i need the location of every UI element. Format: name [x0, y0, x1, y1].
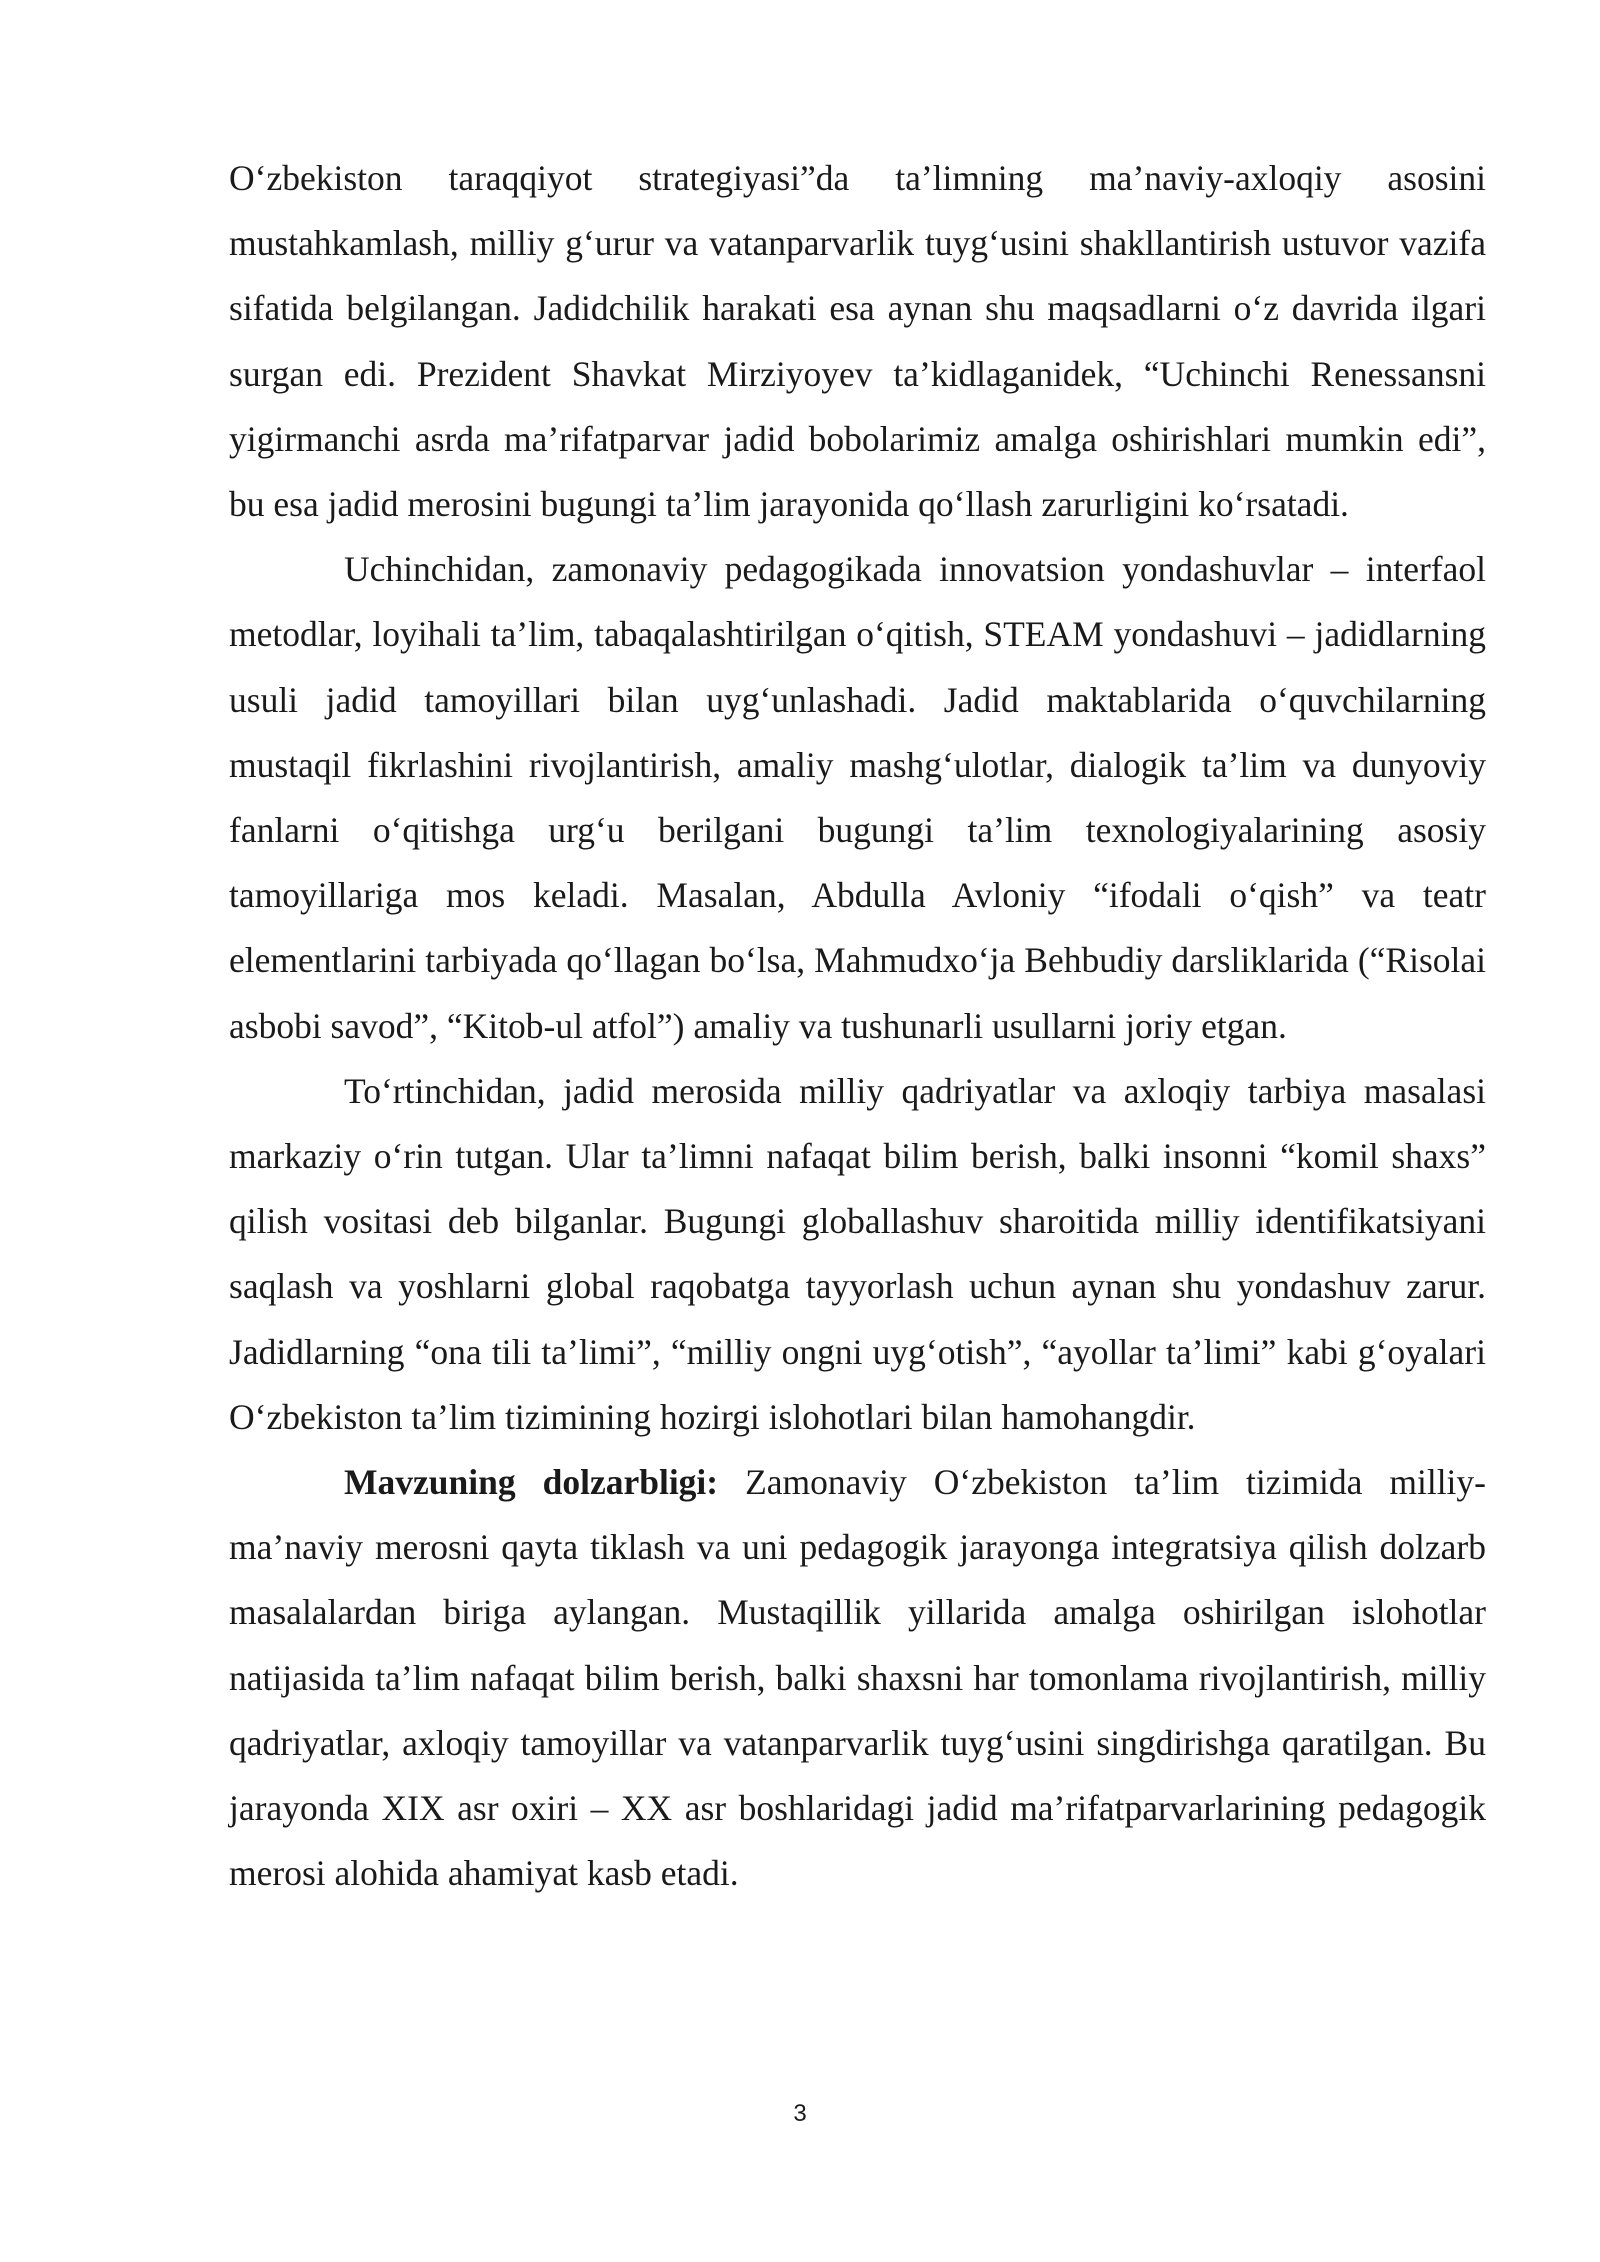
paragraph-2	[229, 537, 1486, 1059]
paragraph-4	[229, 1450, 1486, 1906]
page-number: 3	[793, 2100, 807, 2127]
paragraph-1-text: O‘zbekiston taraqqiyot strategiyasi”da ta’limning ma’naviy-axloqiy asosini mustahkamlash, milliy g‘urur va vatanparvarlik tuyg‘usini shakllantirish ustuvor vazifa sifatida belgilangan. Jadidchilik harakati esa aynan shu maqsadlarni o‘z davrida ilgari surgan edi. Prezident Shavkat Mirziyoyev ta’kidlaganidek, “Uchinchi Renessansni yigirmanchi asrda ma’rifatparvar jadid bobolarimiz amalga oshirishlari mumkin edi”, bu esa jadid merosini bugungi ta’lim jarayonida qo‘llash zarurligini ko‘rsatadi.	[229, 158, 1486, 525]
body-text	[229, 146, 1486, 1906]
paragraph-2-text: Uchinchidan, zamonaviy pedagogikada innovatsion yondashuvlar – interfaol metodlar, loyihali ta’lim, tabaqalashtirilgan o‘qitish, STEAM yondashuvi – jadidlarning usuli jadid tamoyillari bilan uyg‘unlashadi. Jadid maktablarida o‘quvchilarning mustaqil fikrlashini rivojlantirish, amaliy mashg‘ulotlar, dialogik ta’lim va dunyoviy fanlarni o‘qitishga urg‘u berilgani bugungi ta’lim texnologiyalarining asosiy tamoyillariga mos keladi. Masalan, Abdulla Avloniy “ifodali o‘qish” va teatr elementlarini tarbiyada qo‘llagan bo‘lsa, Mahmudxo‘ja Behbudiy darsliklarida (“Risolai asbobi savod”, “Kitob-ul atfol”) amaliy va tushunarli usullarni joriy etgan.	[229, 549, 1486, 1046]
section-heading-inline: Mavzuning dolzarbligi:	[344, 1462, 719, 1503]
paragraph-3-text: To‘rtinchidan, jadid merosida milliy qadriyatlar va axloqiy tarbiya masalasi markaziy o‘rin tutgan. Ular ta’limni nafaqat bilim berish, balki insonni “komil shaxs” qilish vositasi deb bilganlar. Bugungi globallashuv sharoitida milliy identifikatsiyani saqlash va yoshlarni global raqobatga tayyorlash uchun aynan shu yondashuv zarur. Jadidlarning “ona tili ta’limi”, “milliy ongni uyg‘otish”, “ayollar ta’limi” kabi g‘oyalari O‘zbekiston ta’lim tizimining hozirgi islohotlari bilan hamohangdir.	[229, 1070, 1486, 1437]
paragraph-4-text: Zamonaviy O‘zbekiston ta’lim tizimida milliy-ma’naviy merosni qayta tiklash va uni pedagogik jarayonga integratsiya qilish dolzarb masalalardan biriga aylangan. Mustaqillik yillarida amalga oshirilgan islohotlar natijasida ta’lim nafaqat bilim berish, balki shaxsni har tomonlama rivojlantirish, milliy qadriyatlar, axloqiy tamoyillar va vatanparvarlik tuyg‘usini singdirishga qaratilgan. Bu jarayonda XIX asr oxiri – XX asr boshlaridagi jadid ma’rifatparvarlarining pedagogik merosi alohida ahamiyat kasb etadi.	[229, 1462, 1486, 1894]
paragraph-1	[229, 146, 1486, 537]
paragraph-3	[229, 1059, 1486, 1450]
